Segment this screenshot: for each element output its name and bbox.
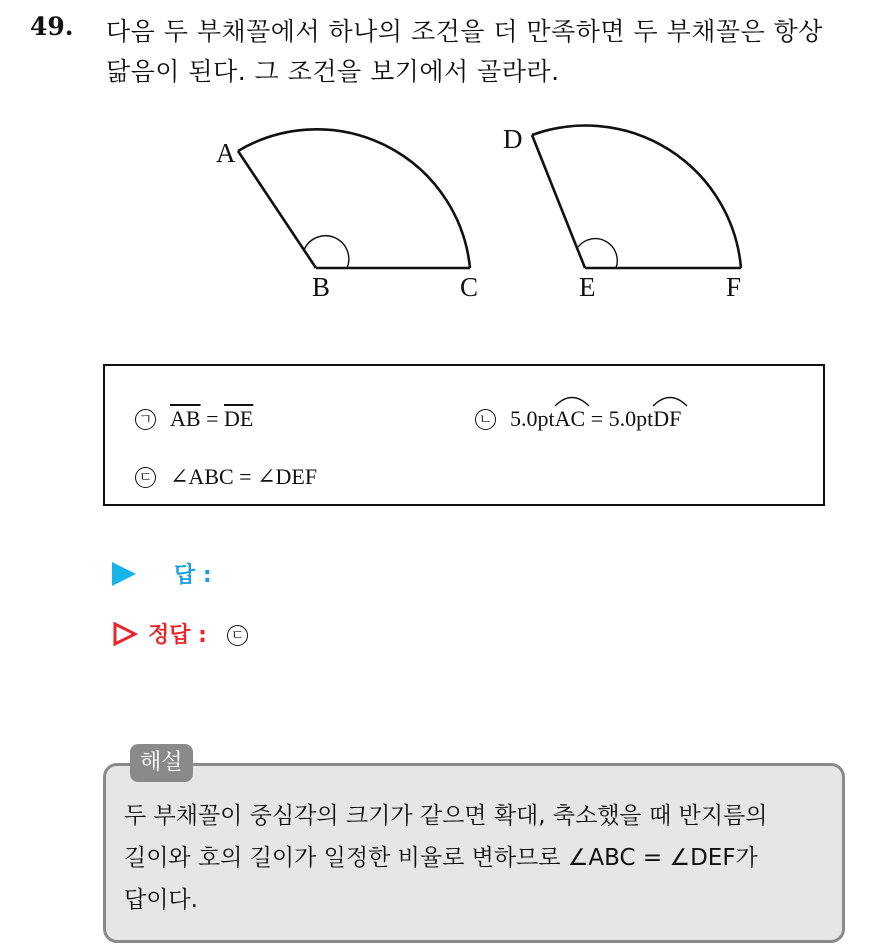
segment-de	[532, 135, 585, 268]
question-number: 49.	[30, 12, 74, 41]
explanation-line-3: 답이다.	[124, 887, 198, 913]
sector-figures	[0, 0, 884, 330]
choice-a-left: $\overline{AB}$	[170, 406, 201, 431]
choice-b-prefix-right: 5.0pt	[608, 406, 654, 431]
arc-over-df	[652, 395, 688, 407]
question-line-2: 닮음이 된다. 그 조건을 보기에서 골라라.	[106, 57, 560, 86]
choice-a	[135, 406, 253, 432]
choice-a-eq: =	[200, 406, 224, 431]
choice-b-right-text: DF	[653, 406, 682, 431]
correct-answer-row	[112, 618, 248, 649]
explanation-text	[124, 795, 830, 921]
answer-label: 답 :	[174, 563, 212, 588]
triangle-filled-icon	[112, 562, 136, 586]
choice-marker-c: ㄷ	[135, 467, 156, 488]
choice-b-right	[653, 406, 681, 432]
choice-b	[475, 406, 681, 432]
arc-df	[532, 126, 741, 268]
choice-marker-a: ㄱ	[135, 409, 156, 430]
label-a: A	[216, 138, 236, 168]
choice-marker-b: ㄴ	[475, 409, 496, 430]
answer-row	[112, 558, 212, 589]
choice-c-text: ∠ABC = ∠DEF	[170, 464, 318, 489]
choice-b-eq: =	[585, 406, 609, 431]
correct-answer-value	[227, 621, 248, 646]
angle-mark-b	[304, 236, 349, 268]
choice-a-right: $\overline{DE}$	[223, 406, 254, 431]
choice-c	[135, 464, 317, 490]
explanation-line-1: 두 부채꼴이 중심각의 크기가 같으면 확대, 축소했을 때 반지름의	[124, 803, 768, 829]
question-line-1: 다음 두 부채꼴에서 하나의 조건을 더 만족하면 두 부채꼴은 항상	[106, 17, 823, 46]
label-f: F	[726, 272, 742, 302]
arc-ac	[238, 129, 470, 268]
choices-box	[103, 364, 825, 506]
correct-answer-label: 정답 :	[148, 623, 207, 648]
label-d: D	[503, 124, 523, 154]
label-c: C	[460, 272, 479, 302]
label-e: E	[579, 272, 596, 302]
arc-over-ac	[554, 395, 590, 407]
correct-answer-marker: ㄷ	[227, 625, 248, 646]
sector-abc	[238, 129, 470, 268]
explanation-tag: 해설	[130, 744, 193, 782]
segment-ab	[238, 151, 316, 268]
explanation-line-2: 길이와 호의 길이가 일정한 비율로 변하므로 ∠ABC = ∠DEF가	[124, 845, 758, 871]
sector-def	[532, 126, 741, 268]
choice-b-prefix-left: 5.0pt	[510, 406, 555, 431]
choice-b-left-text: AC	[554, 406, 586, 431]
label-b: B	[312, 272, 331, 302]
triangle-outline-icon	[112, 621, 138, 647]
choice-b-left	[555, 406, 586, 432]
